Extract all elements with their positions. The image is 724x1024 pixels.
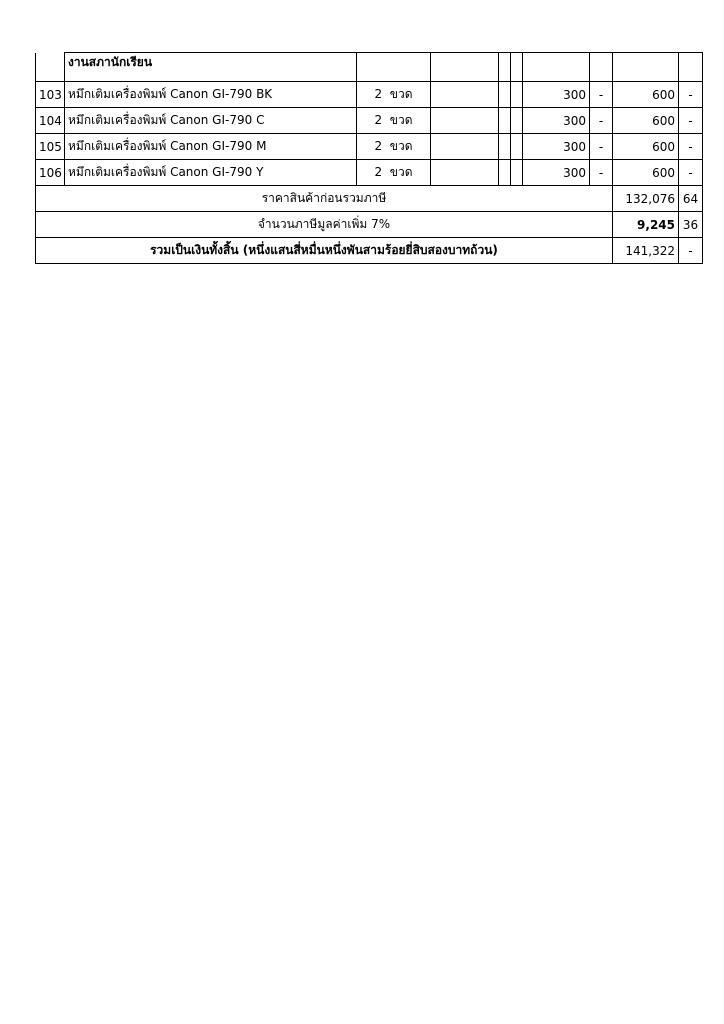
item-unit-price-satang: - <box>590 108 613 134</box>
item-unit-price: 300 <box>523 108 590 134</box>
item-no: 105 <box>36 134 65 160</box>
grand-total-baht: 141,322 <box>613 238 679 264</box>
vat-label: จำนวนภาษีมูลค่าเพิ่ม 7% <box>36 212 613 238</box>
vat-row <box>36 212 703 238</box>
item-unit-price-satang: - <box>590 160 613 186</box>
item-quantity: 2 ขวด <box>357 108 431 134</box>
item-description: หมึกเติมเครื่องพิมพ์ Canon GI-790 M <box>65 134 357 160</box>
item-unit-price: 300 <box>523 160 590 186</box>
item-no: 106 <box>36 160 65 186</box>
table-row <box>36 160 703 186</box>
section-no-cell <box>36 53 65 82</box>
vat-satang: 36 <box>679 212 703 238</box>
table-row <box>36 82 703 108</box>
vat-baht: 9,245 <box>613 212 679 238</box>
item-amount: 600 <box>613 134 679 160</box>
item-quantity: 2 ขวด <box>357 134 431 160</box>
table-row <box>36 108 703 134</box>
section-header-row <box>36 53 703 82</box>
item-amount: 600 <box>613 108 679 134</box>
section-title: งานสภานักเรียน <box>65 53 357 82</box>
item-amount: 600 <box>613 82 679 108</box>
item-description: หมึกเติมเครื่องพิมพ์ Canon GI-790 C <box>65 108 357 134</box>
item-no: 104 <box>36 108 65 134</box>
item-quantity: 2 ขวด <box>357 82 431 108</box>
grand-total-row <box>36 238 703 264</box>
item-amount-satang: - <box>679 160 703 186</box>
item-no: 103 <box>36 82 65 108</box>
grand-total-label: รวมเป็นเงินทั้งสิ้น (หนึ่งแสนสี่หมื่นหนึ่งพันสามร้อยยี่สิบสองบาทถ้วน) <box>36 238 613 264</box>
item-quantity: 2 ขวด <box>357 160 431 186</box>
subtotal-baht: 132,076 <box>613 186 679 212</box>
table-row <box>36 134 703 160</box>
item-amount-satang: - <box>679 134 703 160</box>
subtotal-satang: 64 <box>679 186 703 212</box>
item-unit-price-satang: - <box>590 82 613 108</box>
item-amount: 600 <box>613 160 679 186</box>
items-table <box>35 52 703 264</box>
item-amount-satang: - <box>679 108 703 134</box>
subtotal-row <box>36 186 703 212</box>
item-unit-price-satang: - <box>590 134 613 160</box>
item-amount-satang: - <box>679 82 703 108</box>
grand-total-satang: - <box>679 238 703 264</box>
item-description: หมึกเติมเครื่องพิมพ์ Canon GI-790 BK <box>65 82 357 108</box>
item-description: หมึกเติมเครื่องพิมพ์ Canon GI-790 Y <box>65 160 357 186</box>
subtotal-label: ราคาสินค้าก่อนรวมภาษี <box>36 186 613 212</box>
item-unit-price: 300 <box>523 82 590 108</box>
item-unit-price: 300 <box>523 134 590 160</box>
